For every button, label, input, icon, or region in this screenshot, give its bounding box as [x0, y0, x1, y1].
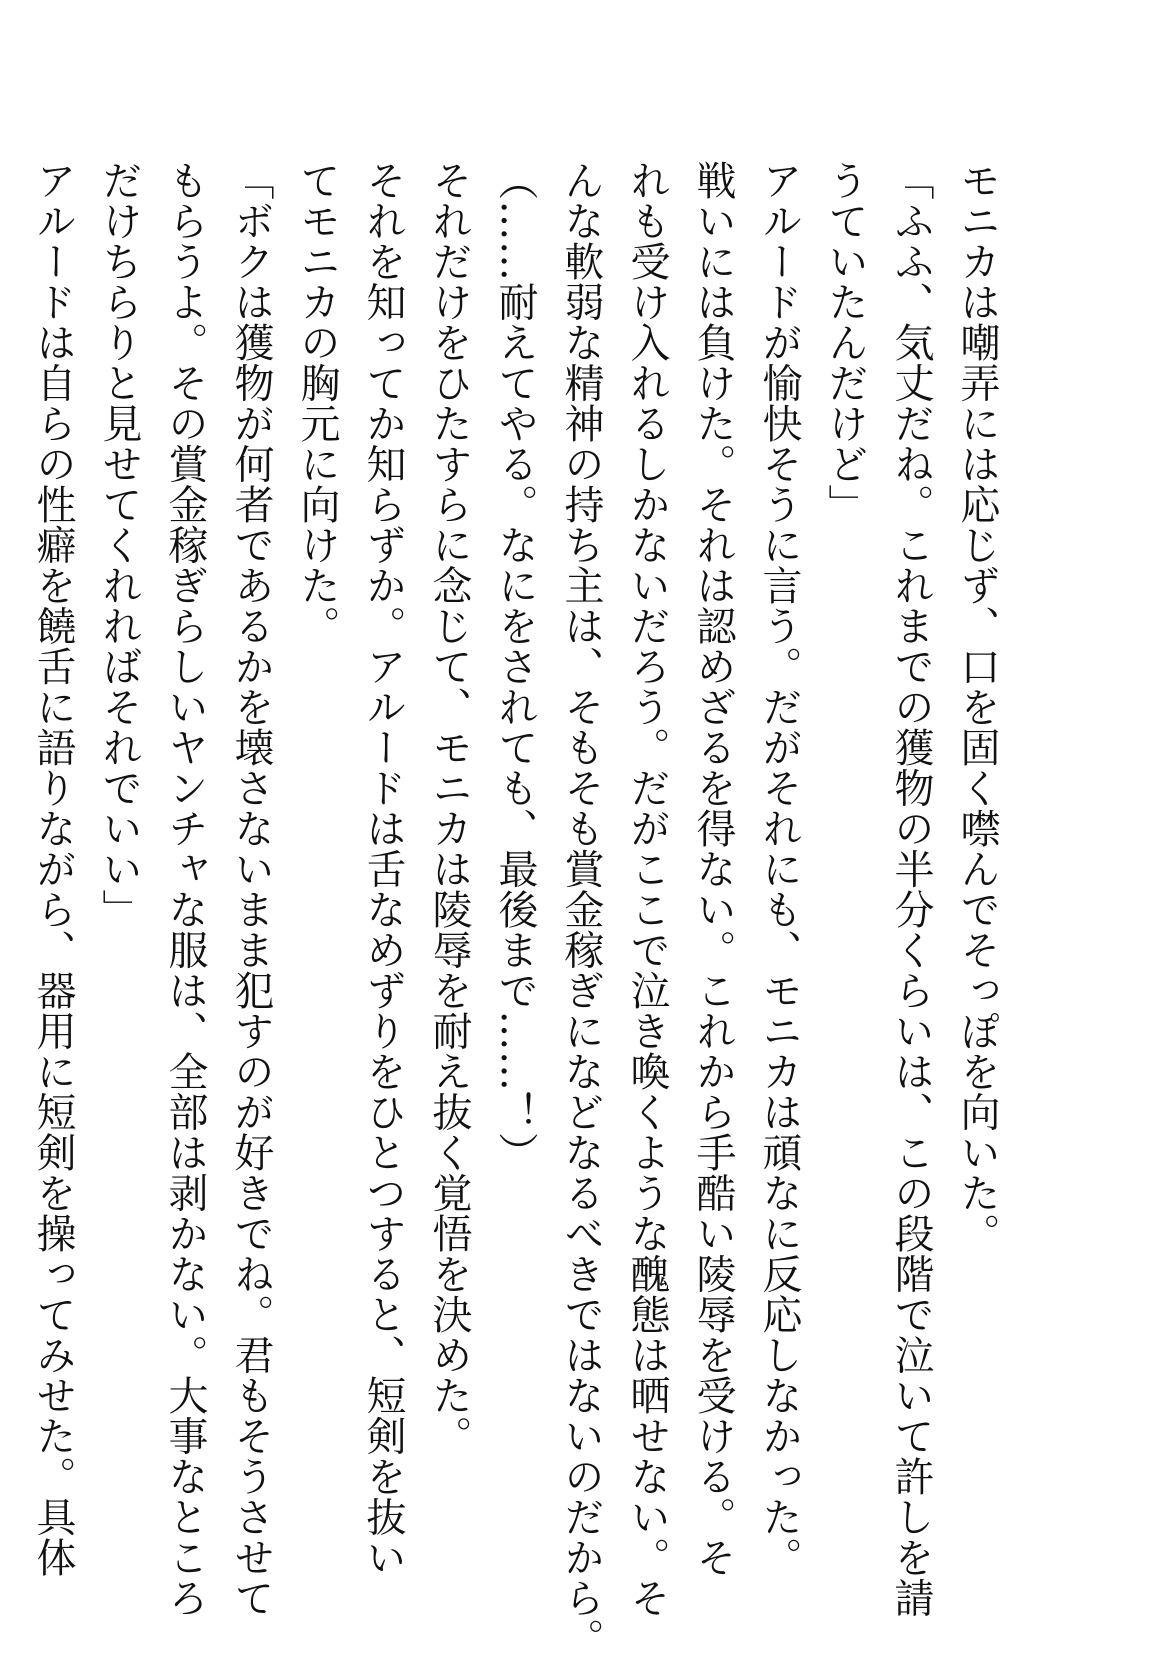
text-line: 「ふふ、気丈だね。これまでの獲物の半分くらいは、この段階で泣いて許しを請 — [888, 160, 934, 1618]
text-line: 戦いには負けた。それは認めざるを得ない。これから手酷い陵辱を受ける。そ — [690, 160, 736, 1578]
text-line: んな軟弱な精神の持ち主は、そもそも賞金稼ぎになどなるべきではないのだから。 — [558, 160, 604, 1659]
text-line: モニカは嘲弄には応じず、口を固く噤んでそっぽを向いた。 — [954, 160, 1000, 1254]
text-line: てモニカの胸元に向けた。 — [294, 160, 340, 646]
text-line: れも受け入れるしかないだろう。だがここで泣き喚くような醜態は晒せない。そ — [624, 160, 670, 1618]
text-line: それを知ってか知らずか。アルードは舌なめずりをひとつすると、短剣を抜い — [360, 160, 406, 1578]
text-line: アルードが愉快そうに言う。だがそれにも、モニカは頑なに反応しなかった。 — [756, 160, 802, 1578]
text-line: だけちらりと見せてくれればそれでいい」 — [96, 160, 142, 930]
vertical-text-body — [30, 160, 1010, 1659]
text-line: もらうよ。その賞金稼ぎらしいヤンチャな服は、全部は剥かない。大事なところ — [162, 160, 208, 1618]
text-line: （……耐えてやる。なにをされても、最後まで……！） — [492, 160, 538, 1173]
text-line: それだけをひたすらに念じて、モニカは陵辱を耐え抜く覚悟を決めた。 — [426, 160, 472, 1456]
text-line: アルードは自らの性癖を饒舌に語りながら、器用に短剣を操ってみせた。具体 — [30, 160, 76, 1578]
text-line: うていたんだけど」 — [822, 160, 868, 525]
text-line: 「ボクは獲物が何者であるかを壊さないまま犯すのが好きでね。君もそうさせて — [228, 160, 274, 1618]
